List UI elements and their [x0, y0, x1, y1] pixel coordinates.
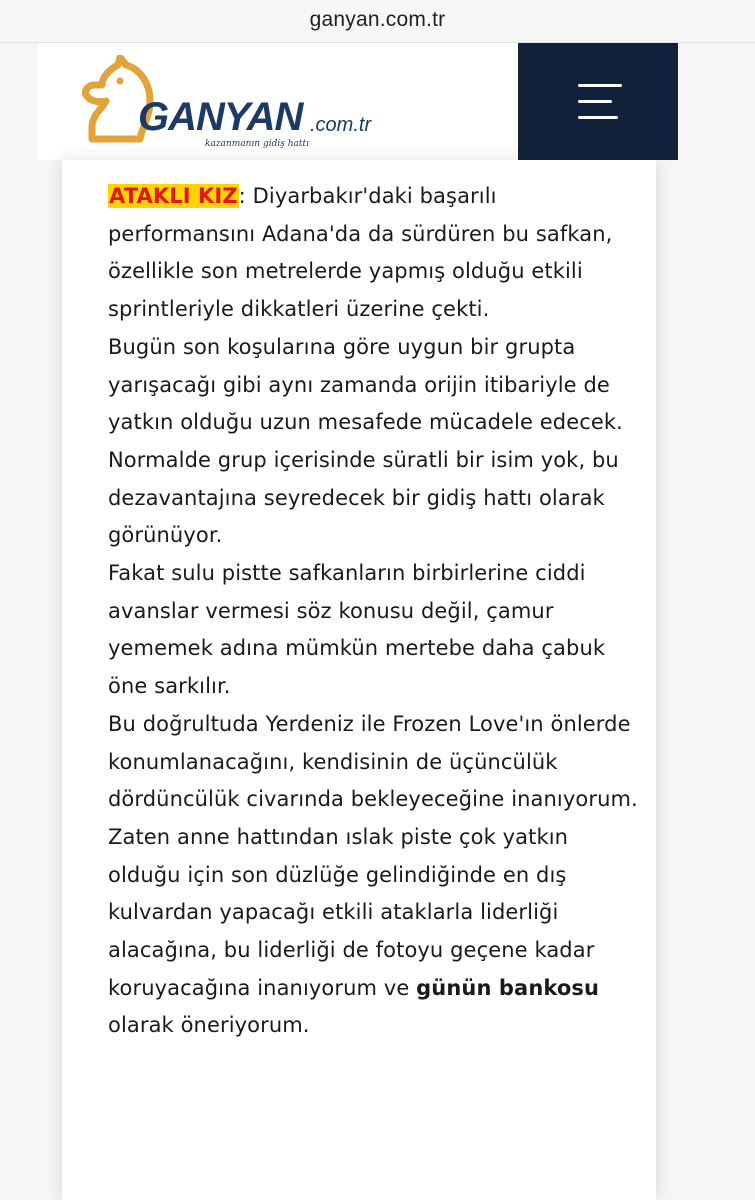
site-logo[interactable] — [80, 55, 380, 155]
article-paragraph: Normalde grup içerisinde süratli bir isim yok, bu dezavantajına seyredecek bir gidiş hattı olarak görünüyor. — [108, 447, 619, 548]
logo-tagline: kazanmanın gidiş hattı — [205, 139, 309, 149]
article-paragraph: Fakat sulu pistte safkanların birbirlerine ciddi avanslar vermesi söz konusu değil, çamur yememek adına mümkün mertebe daha çabuk öne sarkılır. — [108, 561, 606, 699]
logo-wordmark: GANYAN — [138, 95, 303, 139]
menu-button[interactable] — [518, 43, 678, 160]
article-paragraph: Bu doğrultuda Yerdeniz ile Frozen Love'ın önlerde konumlanacağını, kendisinin de üçüncülük dördüncülük civarında bekleyeceğine inanıyorum. — [108, 711, 638, 812]
browser-address-bar[interactable] — [0, 0, 755, 43]
article-body — [108, 178, 638, 1045]
article-paragraph: ATAKLI KIZ: Diyarbakır'daki başarılı performansını Adana'da da sürdüren bu safkan, özellikle son metrelerde yapmış olduğu etkili sprintleriyle dikkatleri üzerine çekti. — [108, 184, 613, 322]
article-paragraph: Zaten anne hattından ıslak piste çok yatkın olduğu için son düzlüğe gelindiğinde en dış kulvardan yapacağı etkili ataklarla liderliği alacağına, bu liderliği de fotoyu geçene kadar koruyacağına inanıyorum ve günün bankosu olarak öneriyorum. — [108, 824, 600, 1038]
horse-name-highlight: ATAKLI KIZ — [109, 184, 238, 208]
banker-pick-bold: günün bankosu — [416, 975, 600, 1000]
url-text: ganyan.com.tr — [309, 8, 446, 31]
article-paragraph: Bugün son koşularına göre uygun bir grupta yarışacağı gibi aynı zamanda orijin itibariyle de yatkın olduğu uzun mesafede mücadele edecek. — [108, 334, 623, 435]
logo-domain-suffix: .com.tr — [310, 114, 372, 136]
